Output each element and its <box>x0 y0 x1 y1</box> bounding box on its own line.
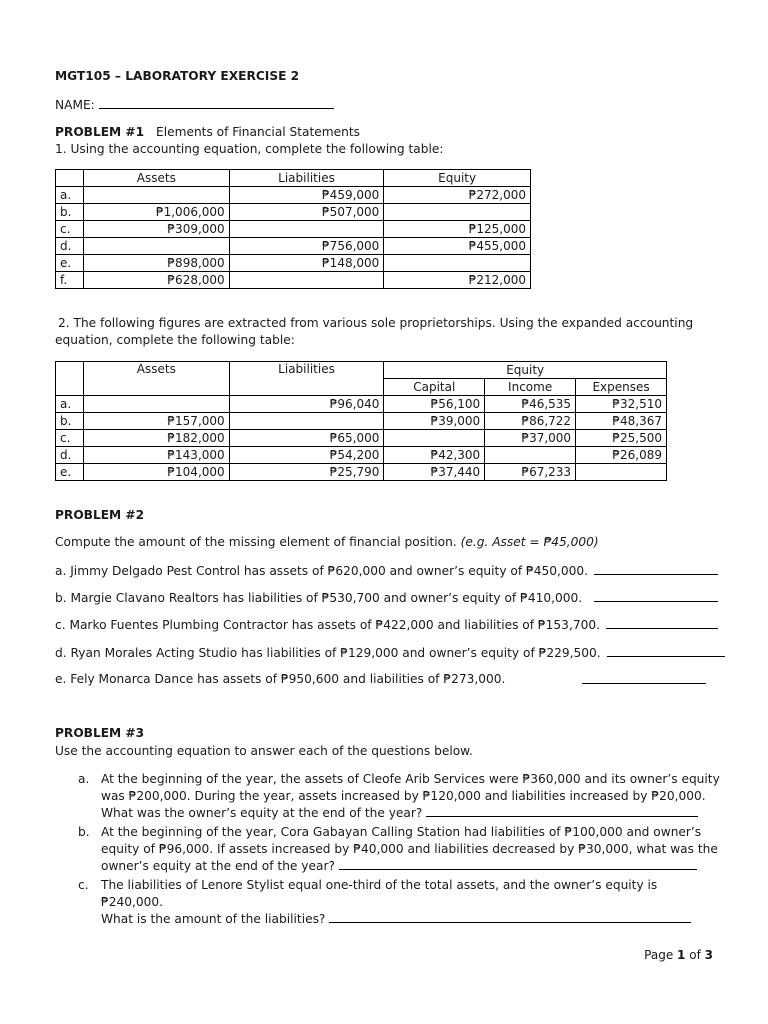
answer-blank[interactable] <box>607 645 725 657</box>
table-row <box>56 430 667 447</box>
table-row <box>56 255 531 272</box>
table-header-cell: Assets <box>83 170 229 187</box>
cell-liabilities[interactable] <box>229 221 384 238</box>
cell-expenses[interactable]: ₱32,510 <box>576 396 667 413</box>
cell-liabilities[interactable]: ₱65,000 <box>229 430 384 447</box>
answer-blank[interactable] <box>606 617 718 629</box>
cell-capital[interactable]: ₱56,100 <box>384 396 485 413</box>
cell-income[interactable]: ₱86,722 <box>485 413 576 430</box>
row-label: d. <box>56 447 84 464</box>
cell-liabilities[interactable] <box>229 272 384 289</box>
problem2-instruction-line <box>55 535 599 550</box>
table-header-cell <box>56 362 84 396</box>
cell-assets[interactable] <box>83 238 229 255</box>
item-line: What was the owner’s equity at the end of the year? <box>101 806 423 820</box>
cell-assets[interactable]: ₱157,000 <box>83 413 229 430</box>
problem1-question1: 1. Using the accounting equation, complete the following table: <box>55 142 444 156</box>
cell-assets[interactable]: ₱1,006,000 <box>83 204 229 221</box>
page-word: Page <box>644 948 674 962</box>
table-header-cell: Liabilities <box>229 170 384 187</box>
cell-expenses[interactable] <box>576 464 667 481</box>
row-label: a. <box>56 396 84 413</box>
cell-assets[interactable]: ₱628,000 <box>83 272 229 289</box>
answer-blank[interactable] <box>594 590 718 602</box>
document-title: MGT105 – LABORATORY EXERCISE 2 <box>55 69 300 83</box>
cell-assets[interactable]: ₱182,000 <box>83 430 229 447</box>
table-subheader-cell: Income <box>485 379 576 396</box>
of-word: of <box>689 948 701 962</box>
cell-capital[interactable]: ₱37,440 <box>384 464 485 481</box>
cell-capital[interactable]: ₱39,000 <box>384 413 485 430</box>
table-row <box>56 272 531 289</box>
answer-blank[interactable] <box>329 911 691 923</box>
problem2-item-text: e. Fely Monarca Dance has assets of ₱950,600 and liabilities of ₱273,000. <box>55 672 506 686</box>
row-label: b. <box>56 204 84 221</box>
list-marker: b. <box>78 825 90 839</box>
table-row <box>56 413 667 430</box>
table-expanded-equation <box>55 361 667 481</box>
cell-assets[interactable]: ₱309,000 <box>83 221 229 238</box>
row-label: a. <box>56 187 84 204</box>
item-line: The liabilities of Lenore Stylist equal one-third of the total assets, and the owner’s equity is ₱240,000. <box>101 878 658 909</box>
row-label: c. <box>56 221 84 238</box>
problem2-item-b <box>55 590 718 606</box>
cell-assets[interactable] <box>83 187 229 204</box>
table-header-row <box>56 170 531 187</box>
problem2-item-e <box>55 672 505 687</box>
table-row <box>56 187 531 204</box>
table-row <box>56 221 531 238</box>
cell-equity[interactable]: ₱212,000 <box>384 272 531 289</box>
problem2-item-text: a. Jimmy Delgado Pest Control has assets of ₱620,000 and owner’s equity of ₱450,000. <box>55 564 589 578</box>
problem2-item-d <box>55 645 725 661</box>
row-label: d. <box>56 238 84 255</box>
table-subheader-cell: Capital <box>384 379 485 396</box>
table-accounting-equation <box>55 169 531 289</box>
cell-equity[interactable]: ₱455,000 <box>384 238 531 255</box>
table-subheader-cell: Expenses <box>576 379 667 396</box>
cell-liabilities[interactable]: ₱148,000 <box>229 255 384 272</box>
problem3-instruction: Use the accounting equation to answer each of the questions below. <box>55 744 473 758</box>
problem1-subtitle: Elements of Financial Statements <box>156 125 361 139</box>
table-header-cell: Assets <box>83 362 229 396</box>
table-header-row <box>56 362 667 379</box>
item-line: At the beginning of the year, the assets of Cleofe Arib Services were ₱360,000 and its owner’s equity <box>101 772 720 786</box>
cell-expenses[interactable]: ₱26,089 <box>576 447 667 464</box>
table-header-cell: Equity <box>384 170 531 187</box>
cell-equity[interactable]: ₱125,000 <box>384 221 531 238</box>
problem2-item-c <box>55 617 718 633</box>
cell-liabilities[interactable]: ₱459,000 <box>229 187 384 204</box>
row-label: b. <box>56 413 84 430</box>
row-label: e. <box>56 255 84 272</box>
problem2-instruction: Compute the amount of the missing element of financial position. <box>55 535 457 549</box>
cell-liabilities[interactable]: ₱96,040 <box>229 396 384 413</box>
cell-equity[interactable] <box>384 255 531 272</box>
cell-liabilities[interactable]: ₱756,000 <box>229 238 384 255</box>
row-label: e. <box>56 464 84 481</box>
answer-blank[interactable] <box>339 858 697 870</box>
problem2-item-a <box>55 563 718 579</box>
problem1-heading-line <box>55 125 360 140</box>
answer-blank[interactable] <box>426 805 698 817</box>
problem1-heading: PROBLEM #1 <box>55 125 145 139</box>
list-marker: a. <box>78 772 90 786</box>
table-row <box>56 447 667 464</box>
table-header-cell: Equity <box>384 362 667 379</box>
table-row <box>56 238 531 255</box>
problem3-heading: PROBLEM #3 <box>55 726 145 740</box>
cell-liabilities[interactable] <box>229 413 384 430</box>
page-current: 1 <box>677 948 686 962</box>
problem2-item-text: d. Ryan Morales Acting Studio has liabilities of ₱129,000 and owner’s equity of ₱229,500. <box>55 646 601 660</box>
row-label: f. <box>56 272 84 289</box>
item-line: owner’s equity at the end of the year? <box>101 859 335 873</box>
list-marker: c. <box>78 878 89 892</box>
cell-capital[interactable] <box>384 430 485 447</box>
page-number <box>644 948 713 962</box>
item-line: was ₱200,000. During the year, assets increased by ₱120,000 and liabilities increased by ₱20,000. <box>101 789 706 803</box>
problem1-question2-line1: 2. The following figures are extracted from various sole proprietorships. Using the expanded accounting <box>58 316 694 330</box>
item-line: At the beginning of the year, Cora Gabayan Calling Station had liabilities of ₱100,000 and owner’s <box>101 825 702 839</box>
answer-blank[interactable] <box>582 672 706 684</box>
name-field <box>55 97 334 113</box>
cell-income[interactable]: ₱67,233 <box>485 464 576 481</box>
cell-capital[interactable]: ₱42,300 <box>384 447 485 464</box>
cell-liabilities[interactable]: ₱507,000 <box>229 204 384 221</box>
row-label: c. <box>56 430 84 447</box>
name-blank[interactable] <box>99 97 334 109</box>
cell-income[interactable]: ₱46,535 <box>485 396 576 413</box>
table-row <box>56 464 667 481</box>
problem1-question2-line2: equation, complete the following table: <box>55 333 295 347</box>
cell-expenses[interactable]: ₱25,500 <box>576 430 667 447</box>
table-header-cell <box>56 170 84 187</box>
table-row <box>56 204 531 221</box>
problem2-item-text: c. Marko Fuentes Plumbing Contractor has assets of ₱422,000 and liabilities of ₱153,700. <box>55 618 600 632</box>
cell-assets[interactable]: ₱143,000 <box>83 447 229 464</box>
answer-blank[interactable] <box>594 563 718 575</box>
cell-income[interactable]: ₱37,000 <box>485 430 576 447</box>
cell-expenses[interactable]: ₱48,367 <box>576 413 667 430</box>
cell-equity[interactable] <box>384 204 531 221</box>
cell-equity[interactable]: ₱272,000 <box>384 187 531 204</box>
page-total: 3 <box>704 948 713 962</box>
table-header-cell: Liabilities <box>229 362 384 396</box>
problem2-item-text: b. Margie Clavano Realtors has liabilities of ₱530,700 and owner’s equity of ₱410,000. <box>55 591 583 605</box>
cell-income[interactable] <box>485 447 576 464</box>
cell-assets[interactable]: ₱104,000 <box>83 464 229 481</box>
table-row <box>56 396 667 413</box>
problem2-example: (e.g. Asset = ₱45,000) <box>460 535 599 549</box>
problem2-heading: PROBLEM #2 <box>55 508 145 522</box>
name-label: NAME: <box>55 98 95 112</box>
cell-assets[interactable]: ₱898,000 <box>83 255 229 272</box>
cell-liabilities[interactable]: ₱25,790 <box>229 464 384 481</box>
item-line: equity of ₱96,000. If assets increased by ₱40,000 and liabilities decreased by ₱30,000, what was the <box>101 842 718 856</box>
cell-assets[interactable] <box>83 396 229 413</box>
item-line: What is the amount of the liabilities? <box>101 912 326 926</box>
cell-liabilities[interactable]: ₱54,200 <box>229 447 384 464</box>
